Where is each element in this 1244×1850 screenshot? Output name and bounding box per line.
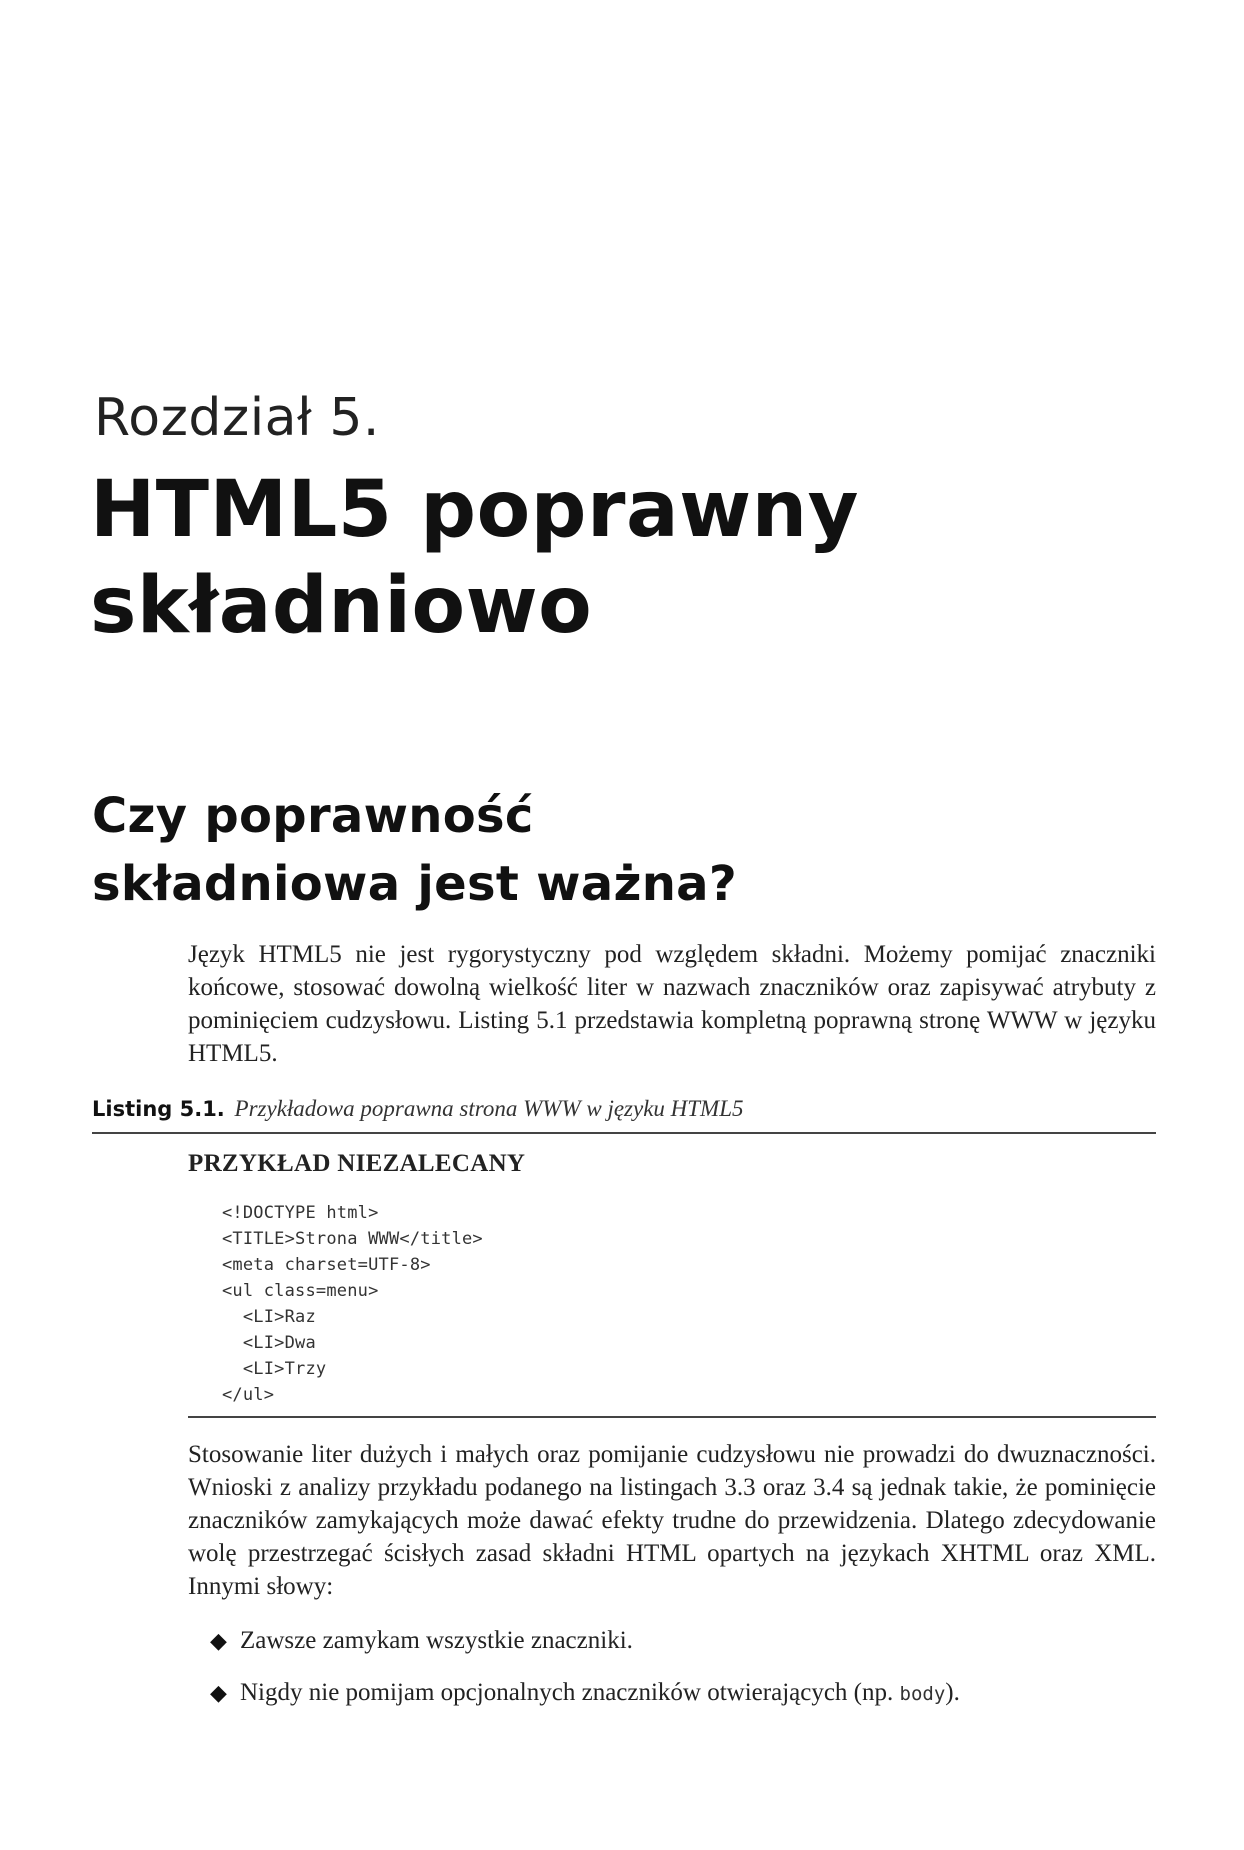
bullet-text: Zawsze zamykam wszystkie znaczniki.	[240, 1627, 633, 1654]
code-line: <LI>Dwa	[222, 1333, 316, 1353]
chapter-title-line-1: HTML5 poprawny	[90, 465, 860, 555]
code-line: <meta charset=UTF-8>	[222, 1255, 431, 1275]
listing-label: Listing 5.1.	[92, 1097, 225, 1121]
section-title-line-1: Czy poprawność	[92, 788, 534, 844]
code-block	[222, 1200, 483, 1408]
diamond-bullet-icon: ◆	[210, 1680, 227, 1705]
bullet-text	[240, 1676, 960, 1711]
chapter-title	[90, 462, 859, 654]
code-line: </ul>	[222, 1385, 275, 1405]
chapter-title-line-2: składniowo	[90, 561, 593, 651]
listing-end-divider	[188, 1416, 1156, 1418]
body-paragraph: Stosowanie liter dużych i małych oraz pomijanie cudzysłowu nie prowadzi do dwuznaczności. Wnioski z analizy przykładu podanego na listingach 3.3 oraz 3.4 są jednak takie, że pominięcie znaczników zamykających może dawać efekty trudne do przewidzenia. Dlatego zdecydowanie wolę przestrzegać ścisłych zasad składni HTML opartych na językach XHTML oraz XML. Innymi słowy:	[188, 1441, 1156, 1600]
diamond-bullet-icon: ◆	[210, 1628, 227, 1653]
section-title	[92, 782, 737, 918]
list-item	[210, 1624, 1156, 1657]
code-line: <LI>Raz	[222, 1307, 316, 1327]
bullet-text-after: ).	[945, 1679, 960, 1706]
section-title-line-2: składniowa jest ważna?	[92, 856, 738, 912]
code-line: <TITLE>Strona WWW</title>	[222, 1229, 483, 1249]
listing-description: Przykładowa poprawna strona WWW w języku HTML5	[234, 1096, 744, 1121]
list-item	[210, 1676, 1156, 1711]
chapter-label: Rozdział 5.	[94, 388, 380, 448]
listing-caption	[92, 1096, 1156, 1134]
bullet-list	[210, 1624, 1156, 1730]
code-line: <!DOCTYPE html>	[222, 1203, 379, 1223]
code-line: <ul class=menu>	[222, 1281, 379, 1301]
code-line: <LI>Trzy	[222, 1359, 327, 1379]
example-heading: PRZYKŁAD NIEZALECANY	[188, 1150, 526, 1177]
intro-paragraph: Język HTML5 nie jest rygorystyczny pod względem składni. Możemy pomijać znaczniki końcowe, stosować dowolną wielkość liter w nazwach znaczników oraz zapisywać atrybuty z pominięciem cudzysłowu. Listing 5.1 przedstawia kompletną poprawną stronę WWW w języku HTML5.	[188, 941, 1156, 1067]
bullet-text-before: Nigdy nie pomijam opcjonalnych znaczników otwierających (np.	[240, 1679, 900, 1706]
inline-code: body	[899, 1683, 946, 1705]
